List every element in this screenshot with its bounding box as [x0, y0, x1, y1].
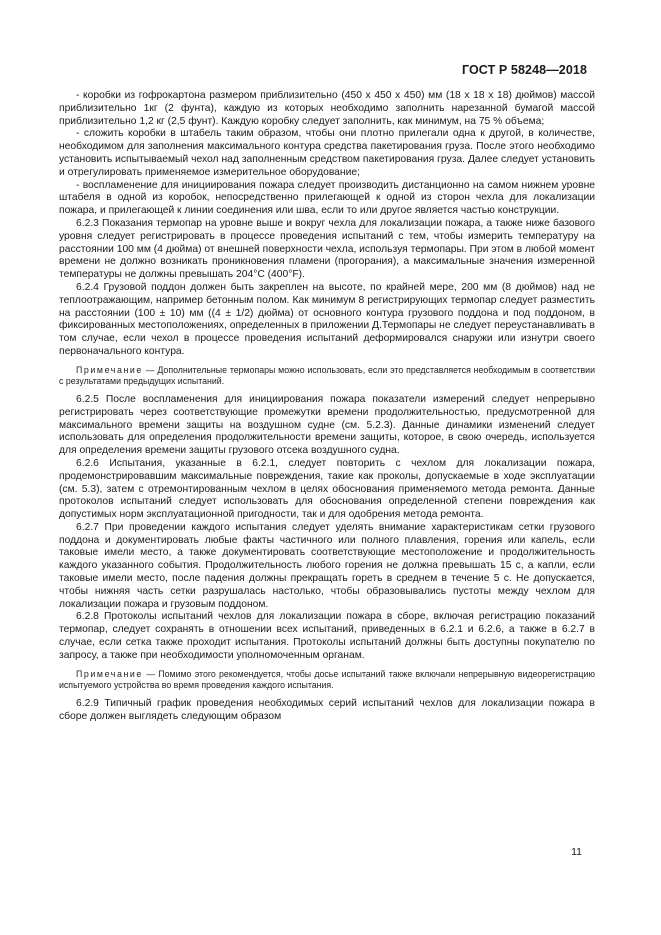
note-video [59, 669, 595, 692]
note-label: Примечание [76, 668, 143, 679]
standard-header: ГОСТ Р 58248—2018 [461, 63, 587, 77]
paragraph-stack: - сложить коробки в штабель таким образом, чтобы они плотно прилегали одна к другой, в количестве, необходимом для заполнения максимального контура средства пакетирования груза. После этого необходимо установить испытываемый чехол над заполненным средством пакетирования груза. Далее следует установить и отрегулировать применяемое измерительное оборудование; [59, 128, 595, 178]
page-number: 11 [571, 846, 582, 858]
paragraph-ignition: - воспламенение для инициирования пожара следует производить дистанционно на самом нижнем уровне штабеля в одной из коробок, непосредственно прилегающей к одной из сторон чехла для локализации пожара, и прилегающей к линии соединения или шва, если то или другое является частью конструкции. [59, 179, 595, 217]
paragraph-6-2-5: 6.2.5 После воспламенения для инициирования пожара показатели измерений следует непрерывно регистрировать через соответствующие промежутки времени продолжительностью, предусмотренной для максимального времени защиты на воздушном судне (см. 5.2.3). Данные динамики изменений следует использовать для определения продолжительности времени защиты, которое, в свою очередь, используется для определения времени защиты грузового отсека воздушного судна. [59, 393, 595, 457]
paragraph-6-2-6: 6.2.6 Испытания, указанные в 6.2.1, следует повторить с чехлом для локализации пожара, продемонстрировавшим максимальные повреждения, такие как проколы, допускаемые в ходе эксплуатации (см. 5.3), затем с отремонтированным чехлом в целях обоснования применяемого метода ремонта. Данные протоколов испытаний следует использовать для обоснования определенной степени повреждения как допустимых норм эксплуатационной пригодности, так и для одобрения метода ремонта. [59, 457, 595, 521]
paragraph-boxes: - коробки из гофрокартона размером приблизительно (450 x 450 x 450) мм (18 x 18 x 18) дюймов) массой приблизительно 1кг (2 фунта), каждую из которых необходимо заполнить нарезанной бумагой массой приблизительно 1,2 кг (2,5 фунт). Каждую коробку следует заполнить, как минимум, на 75 % объема; [59, 90, 595, 127]
document-body [59, 90, 595, 723]
paragraph-6-2-9: 6.2.9 Типичный график проведения необходимых серий испытаний чехлов для локализации пожара в сборе должен выглядеть следующим образом [59, 697, 595, 722]
note-text: — Дополнительные термопары можно использовать, если это представляется необходимым в соответствии с результатами предыдущих испытаний. [59, 364, 595, 387]
note-thermocouples [59, 365, 595, 388]
note-text: — Помимо этого рекомендуется, чтобы досье испытаний также включали непрерывную видеорегистрацию испытуемого устройства во время проведения каждого испытания. [59, 668, 595, 691]
paragraph-6-2-7: 6.2.7 При проведении каждого испытания следует уделять внимание характеристикам сетки грузового поддона и документировать любые факты частичного или полного плавления, горения или капель, если таковые имели место, а также документировать соответствующие местоположение и продолжительность каждого указанного события. Продолжительность любого горения не должна превышать 15 с, а капли, если таковые имели место, после падения должны прекращать гореть в среднем в течение 5 с. Не допускается, чтобы нижняя часть сетки разрушалась настолько, чтобы образовывались пустоты между чехлом для локализации пожара и грузовым поддоном. [59, 521, 595, 610]
note-label: Примечание [76, 364, 143, 375]
paragraph-6-2-4: 6.2.4 Грузовой поддон должен быть закреплен на высоте, по крайней мере, 200 мм (8 дюймов) над не теплоотражающим, например бетонным полом. Как минимум 8 регистрирующих термопар следует разместить на расстоянии (100 ± 10) мм ((4 ± 1/2) дюйма) от основного контура грузового поддона и под поддоном, в фиксированных местоположениях, определенных в приложении Д.Термопары не следует переустанавливать в том случае, если чехол в процессе проведения испытаний деформировался снаружи или изнутри своего первоначального контура. [59, 281, 595, 357]
paragraph-6-2-3: 6.2.3 Показания термопар на уровне выше и вокруг чехла для локализации пожара, а также ниже базового уровня следует регистрировать в процессе проведения испытаний с тем, чтобы измерить температуру на расстоянии 100 мм (4 дюйма) от внешней поверхности чехла, используя термопары. При этом в любой момент времени не должно возникать проникновения пламени (прогорания), а максимальные значения измеренной температуры не должны превышать 204°С (400°F). [59, 217, 595, 281]
paragraph-6-2-8: 6.2.8 Протоколы испытаний чехлов для локализации пожара в сборе, включая регистрацию показаний термопар, следует сохранять в отношении всех испытаний, приведенных в 6.2.1 и 6.2.6, а также в 6.2.7 в случае, если сетка также проходит испытания. Протоколы испытаний должны быть доступны покупателю по запросу, а также при необходимости уполномоченным органам. [59, 611, 595, 661]
